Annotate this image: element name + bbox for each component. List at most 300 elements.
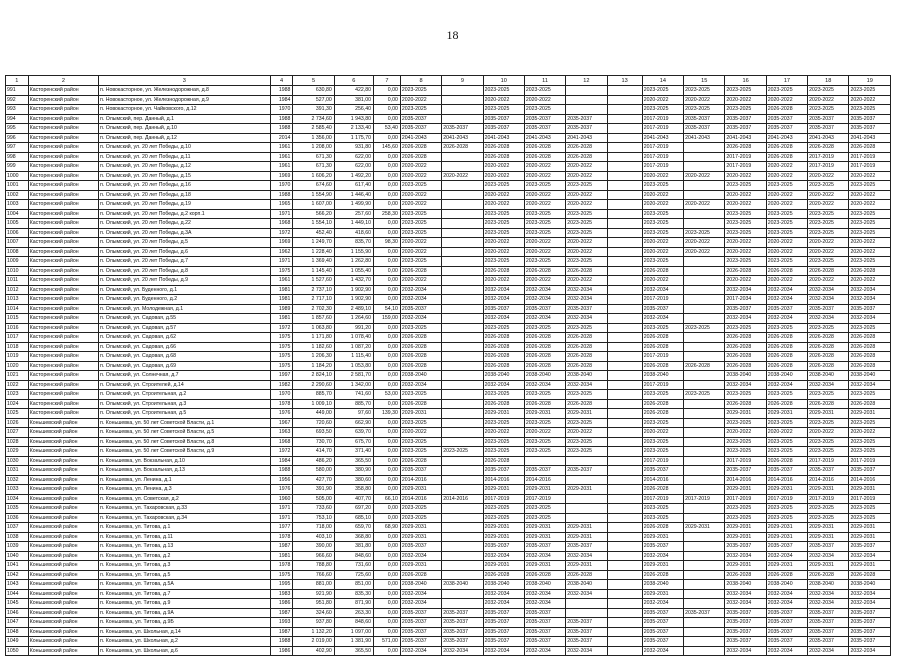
table-cell: 966,60 bbox=[293, 551, 334, 561]
table-cell: 1 228,40 bbox=[293, 247, 334, 257]
table-cell: 2023-2025 bbox=[483, 209, 524, 219]
table-cell: 2029-2031 bbox=[766, 561, 807, 571]
table-cell: Коньшевский район bbox=[28, 646, 98, 656]
table-cell: 2035-2037 bbox=[642, 466, 683, 476]
table-cell: 0,00 bbox=[374, 418, 401, 428]
table-cell bbox=[607, 257, 642, 267]
table-cell: 2023-2025 bbox=[483, 437, 524, 447]
table-cell: 145,60 bbox=[374, 143, 401, 153]
table-cell: 2023-2025 bbox=[808, 323, 849, 333]
table-cell: 2023-2025 bbox=[566, 323, 607, 333]
table-cell: 2023-2025 bbox=[725, 437, 766, 447]
table-cell: 2023-2025 bbox=[566, 418, 607, 428]
table-cell: 1975 bbox=[270, 570, 293, 580]
table-cell: 2035-2037 bbox=[849, 637, 891, 647]
table-cell: 2020-2022 bbox=[566, 190, 607, 200]
table-cell bbox=[684, 561, 725, 571]
table-cell: 937,80 bbox=[293, 618, 334, 628]
table-cell: 2023-2025 bbox=[849, 257, 891, 267]
table-cell: 2026-2028 bbox=[483, 352, 524, 362]
table-cell: 2020-2022 bbox=[684, 247, 725, 257]
table-cell: 1 262,80 bbox=[334, 257, 373, 267]
table-cell: Касторенский район bbox=[28, 238, 98, 248]
table-cell: 2023-2025 bbox=[725, 513, 766, 523]
table-cell: 2038-2040 bbox=[524, 371, 565, 381]
table-cell: 0,00 bbox=[374, 532, 401, 542]
table-cell: 2035-2037 bbox=[725, 618, 766, 628]
table-cell: 2023-2025 bbox=[808, 257, 849, 267]
table-cell: Касторенский район bbox=[28, 266, 98, 276]
table-cell bbox=[607, 523, 642, 533]
table-cell: 671,30 bbox=[293, 152, 334, 162]
table-cell: 2023-2025 bbox=[849, 513, 891, 523]
table-cell: 0,00 bbox=[374, 513, 401, 523]
table-cell: 1010 bbox=[6, 266, 29, 276]
table-cell: п. Олымский, ул. 20 лет Победы, д.11 bbox=[99, 152, 271, 162]
table-cell: 2020-2022 bbox=[566, 428, 607, 438]
table-cell: 580,00 bbox=[293, 466, 334, 476]
table-row bbox=[6, 589, 891, 599]
table-cell: Касторенский район bbox=[28, 209, 98, 219]
table-cell: 671,30 bbox=[293, 162, 334, 172]
table-cell: 0,00 bbox=[374, 133, 401, 143]
table-cell bbox=[607, 266, 642, 276]
table-cell: 2023-2025 bbox=[524, 209, 565, 219]
table-cell: 2029-2031 bbox=[808, 409, 849, 419]
table-cell bbox=[684, 599, 725, 609]
table-cell: 2020-2022 bbox=[808, 276, 849, 286]
table-cell: 2026-2028 bbox=[483, 342, 524, 352]
table-cell: 2017-2019 bbox=[808, 162, 849, 172]
table-row bbox=[6, 494, 891, 504]
table-cell: 2032-2034 bbox=[766, 380, 807, 390]
table-cell: 2032-2034 bbox=[725, 314, 766, 324]
column-header: 8 bbox=[400, 76, 441, 86]
table-row bbox=[6, 618, 891, 628]
table-cell: 2029-2031 bbox=[400, 532, 441, 542]
table-cell: 1987 bbox=[270, 608, 293, 618]
table-cell: 2032-2034 bbox=[725, 380, 766, 390]
table-cell: 2038-2040 bbox=[566, 371, 607, 381]
table-cell: 2020-2022 bbox=[849, 238, 891, 248]
table-cell: 2023-2025 bbox=[725, 504, 766, 514]
table-cell: 1975 bbox=[270, 352, 293, 362]
table-cell: 1968 bbox=[270, 437, 293, 447]
table-cell: 1 607,00 bbox=[293, 200, 334, 210]
table-cell: 2029-2031 bbox=[400, 485, 441, 495]
table-cell: 1988 bbox=[270, 466, 293, 476]
table-cell: 1 606,20 bbox=[293, 171, 334, 181]
table-cell bbox=[442, 257, 483, 267]
table-cell: 2023-2025 bbox=[642, 257, 683, 267]
table-cell: 2017-2019 bbox=[849, 162, 891, 172]
table-cell: 630,80 bbox=[293, 86, 334, 96]
table-cell: 1036 bbox=[6, 513, 29, 523]
table-cell: 2020-2022 bbox=[766, 276, 807, 286]
table-cell: 2017-2019 bbox=[849, 152, 891, 162]
table-cell: Касторенский район bbox=[28, 304, 98, 314]
table-cell: 1013 bbox=[6, 295, 29, 305]
table-cell: п. Олымский, пер. Данный, д.1 bbox=[99, 114, 271, 124]
table-cell: п. Коньшевка, ул. Школьная, д.6 bbox=[99, 646, 271, 656]
table-cell bbox=[684, 314, 725, 324]
table-cell bbox=[566, 105, 607, 115]
table-cell: 2038-2040 bbox=[725, 580, 766, 590]
table-cell: 2017-2019 bbox=[725, 162, 766, 172]
table-cell: 2023-2025 bbox=[808, 504, 849, 514]
table-cell bbox=[684, 342, 725, 352]
table-cell: 0,00 bbox=[374, 618, 401, 628]
table-cell bbox=[607, 295, 642, 305]
table-cell: 1 087,20 bbox=[334, 342, 373, 352]
table-cell: 2017-2019 bbox=[642, 124, 683, 134]
table-cell: 2032-2034 bbox=[849, 589, 891, 599]
table-cell: 2035-2037 bbox=[400, 466, 441, 476]
table-cell: 2029-2031 bbox=[524, 485, 565, 495]
table-cell: п. Олымский, ул. 20 лет Победы, д.18 bbox=[99, 190, 271, 200]
table-row bbox=[6, 390, 891, 400]
table-cell: 2 734,60 bbox=[293, 114, 334, 124]
table-cell: 2026-2028 bbox=[483, 570, 524, 580]
table-cell: 1997 bbox=[270, 371, 293, 381]
table-cell: 2023-2025 bbox=[766, 228, 807, 238]
table-row bbox=[6, 105, 891, 115]
table-row bbox=[6, 209, 891, 219]
table-cell: 693,50 bbox=[293, 428, 334, 438]
table-cell: 2035-2037 bbox=[849, 124, 891, 134]
table-cell: п. Олымский, ул. Солнечная, д.7 bbox=[99, 371, 271, 381]
table-cell bbox=[442, 551, 483, 561]
table-cell: 2032-2034 bbox=[483, 314, 524, 324]
table-cell: 1024 bbox=[6, 399, 29, 409]
table-cell: 2032-2034 bbox=[400, 551, 441, 561]
table-cell: 2032-2034 bbox=[524, 599, 565, 609]
table-cell: п. Коньшевка, ул. Титова, д.1 bbox=[99, 523, 271, 533]
table-cell: 2032-2034 bbox=[524, 295, 565, 305]
table-cell: 1 554,10 bbox=[293, 219, 334, 229]
table-cell: 1 184,20 bbox=[293, 361, 334, 371]
table-cell: 2023-2025 bbox=[483, 86, 524, 96]
table-cell: 2032-2034 bbox=[725, 599, 766, 609]
page-number: 18 bbox=[446, 28, 459, 42]
table-cell: 2023-2025 bbox=[684, 390, 725, 400]
table-cell: 2023-2025 bbox=[566, 447, 607, 457]
table-cell bbox=[566, 608, 607, 618]
table-cell: 2026-2028 bbox=[566, 266, 607, 276]
table-cell: 2041-2043 bbox=[442, 133, 483, 143]
table-cell: 2035-2037 bbox=[849, 114, 891, 124]
table-cell bbox=[684, 466, 725, 476]
table-cell: 685,10 bbox=[334, 513, 373, 523]
table-cell: 753,10 bbox=[293, 513, 334, 523]
table-cell: 1020 bbox=[6, 361, 29, 371]
table-cell: 2023-2025 bbox=[566, 181, 607, 191]
table-cell: 2026-2028 bbox=[642, 342, 683, 352]
table-cell: 2017-2019 bbox=[642, 143, 683, 153]
table-cell: 368,80 bbox=[334, 532, 373, 542]
table-cell bbox=[442, 295, 483, 305]
table-cell: 1993 bbox=[270, 618, 293, 628]
column-header: 14 bbox=[642, 76, 683, 86]
table-cell: 697,20 bbox=[334, 504, 373, 514]
table-cell: 851,00 bbox=[334, 580, 373, 590]
table-cell: 2020-2022 bbox=[400, 95, 441, 105]
table-cell: 2035-2037 bbox=[524, 618, 565, 628]
table-cell: 835,30 bbox=[334, 589, 373, 599]
table-cell: 2035-2037 bbox=[849, 608, 891, 618]
table-cell bbox=[442, 418, 483, 428]
table-cell: 2032-2034 bbox=[766, 646, 807, 656]
table-cell: Касторенский район bbox=[28, 295, 98, 305]
table-cell: 566,20 bbox=[293, 209, 334, 219]
table-cell: Коньшевский район bbox=[28, 542, 98, 552]
table-cell: 0,00 bbox=[374, 276, 401, 286]
table-row bbox=[6, 190, 891, 200]
table-cell: 2023-2025 bbox=[524, 323, 565, 333]
table-cell bbox=[566, 456, 607, 466]
table-cell: 2032-2034 bbox=[808, 314, 849, 324]
table-row bbox=[6, 333, 891, 343]
table-cell: 2026-2028 bbox=[566, 152, 607, 162]
table-cell: 1007 bbox=[6, 238, 29, 248]
table-cell: 2014-2016 bbox=[642, 475, 683, 485]
table-cell: 2032-2034 bbox=[400, 295, 441, 305]
table-cell: 2026-2028 bbox=[524, 342, 565, 352]
table-cell: 452,40 bbox=[293, 228, 334, 238]
table-cell: 2023-2025 bbox=[524, 86, 565, 96]
table-cell: Касторенский район bbox=[28, 390, 98, 400]
table-cell bbox=[442, 589, 483, 599]
table-cell: 2023-2025 bbox=[566, 437, 607, 447]
table-cell: 2026-2028 bbox=[849, 266, 891, 276]
table-cell: 992 bbox=[6, 95, 29, 105]
table-cell: 2020-2022 bbox=[524, 200, 565, 210]
table-cell: 2026-2028 bbox=[483, 361, 524, 371]
table-cell: 2026-2028 bbox=[725, 342, 766, 352]
table-cell: 2020-2022 bbox=[766, 95, 807, 105]
table-cell: 2035-2037 bbox=[808, 618, 849, 628]
table-cell: 931,80 bbox=[334, 143, 373, 153]
table-cell: 2035-2037 bbox=[566, 618, 607, 628]
table-cell: 2026-2028 bbox=[725, 143, 766, 153]
table-cell: 1022 bbox=[6, 380, 29, 390]
table-cell: 2023-2025 bbox=[524, 228, 565, 238]
table-cell: Коньшевский район bbox=[28, 485, 98, 495]
table-cell: п. Коньшевка, ул. Вокзальная, д.13 bbox=[99, 466, 271, 476]
table-cell bbox=[442, 219, 483, 229]
table-cell: 1035 bbox=[6, 504, 29, 514]
table-cell: 2026-2028 bbox=[849, 361, 891, 371]
table-cell: п. Олымский, ул. Садовая, д.55 bbox=[99, 314, 271, 324]
table-cell bbox=[607, 247, 642, 257]
table-cell: 2032-2034 bbox=[766, 295, 807, 305]
table-cell: 1008 bbox=[6, 247, 29, 257]
table-cell: 2023-2025 bbox=[400, 181, 441, 191]
table-cell: 1037 bbox=[6, 523, 29, 533]
table-cell: п. Коньшевка, ул. Титова, д.7 bbox=[99, 589, 271, 599]
table-cell: 2026-2028 bbox=[766, 352, 807, 362]
table-cell: 2032-2034 bbox=[524, 380, 565, 390]
table-cell bbox=[607, 513, 642, 523]
table-cell: п. Новокасторное, ул. Железнодорожная, д.8 bbox=[99, 86, 271, 96]
table-row bbox=[6, 114, 891, 124]
table-cell: 2038-2040 bbox=[766, 580, 807, 590]
table-cell: п. Олымский, ул. Садовая, д.57 bbox=[99, 323, 271, 333]
table-cell: 1 492,20 bbox=[334, 171, 373, 181]
table-cell: 2023-2025 bbox=[725, 257, 766, 267]
table-cell: п. Олымский, ул. 20 лет Победы, д.5 bbox=[99, 238, 271, 248]
table-cell bbox=[607, 646, 642, 656]
table-cell bbox=[607, 428, 642, 438]
table-cell bbox=[442, 361, 483, 371]
table-cell: 2020-2022 bbox=[642, 200, 683, 210]
table-cell: 2023-2025 bbox=[483, 418, 524, 428]
table-cell: п. Олымский, ул. 20 лет Победы, д.8 bbox=[99, 266, 271, 276]
table-cell: 2017-2019 bbox=[524, 494, 565, 504]
table-cell: 2029-2031 bbox=[849, 532, 891, 542]
table-cell: 2035-2037 bbox=[642, 627, 683, 637]
table-cell: 0,00 bbox=[374, 200, 401, 210]
table-row bbox=[6, 95, 891, 105]
table-cell: 2023-2025 bbox=[400, 513, 441, 523]
table-cell: 1 381,90 bbox=[334, 637, 373, 647]
table-cell: Коньшевский район bbox=[28, 599, 98, 609]
table-cell: 380,90 bbox=[334, 466, 373, 476]
table-cell: 68,90 bbox=[374, 523, 401, 533]
table-cell: 2023-2025 bbox=[766, 418, 807, 428]
table-cell: 2029-2031 bbox=[766, 532, 807, 542]
table-cell: 1 115,40 bbox=[334, 352, 373, 362]
table-cell: 2020-2022 bbox=[808, 428, 849, 438]
table-cell: 1986 bbox=[270, 599, 293, 609]
table-cell: 2038-2040 bbox=[808, 580, 849, 590]
table-cell: 2020-2022 bbox=[766, 200, 807, 210]
table-cell: 2029-2031 bbox=[808, 485, 849, 495]
table-cell: 2026-2028 bbox=[849, 352, 891, 362]
table-cell bbox=[442, 304, 483, 314]
column-header: 13 bbox=[607, 76, 642, 86]
table-cell: 2023-2025 bbox=[849, 437, 891, 447]
table-cell: 2023-2025 bbox=[808, 86, 849, 96]
table-cell: Касторенский район bbox=[28, 124, 98, 134]
table-cell: 2035-2037 bbox=[566, 114, 607, 124]
table-cell: 2020-2022 bbox=[524, 276, 565, 286]
table-cell: 2026-2028 bbox=[808, 399, 849, 409]
table-cell: Коньшевский район bbox=[28, 504, 98, 514]
table-cell: 2026-2028 bbox=[566, 361, 607, 371]
table-cell bbox=[607, 304, 642, 314]
table-cell: 2020-2022 bbox=[566, 238, 607, 248]
table-cell: 2023-2025 bbox=[642, 323, 683, 333]
table-cell: 2023-2025 bbox=[642, 513, 683, 523]
table-cell bbox=[607, 342, 642, 352]
table-row bbox=[6, 580, 891, 590]
table-cell: 1043 bbox=[6, 580, 29, 590]
table-cell: 2032-2034 bbox=[766, 551, 807, 561]
table-row bbox=[6, 561, 891, 571]
table-cell: 1971 bbox=[270, 504, 293, 514]
table-cell: 921,90 bbox=[293, 589, 334, 599]
table-cell: 1016 bbox=[6, 323, 29, 333]
table-cell: Коньшевский район bbox=[28, 551, 98, 561]
table-cell: 258,30 bbox=[374, 209, 401, 219]
table-cell: 2020-2022 bbox=[566, 171, 607, 181]
table-cell: 2026-2028 bbox=[483, 399, 524, 409]
table-cell: 1977 bbox=[270, 523, 293, 533]
table-cell: 2026-2028 bbox=[566, 143, 607, 153]
table-cell: п. Олымский, ул. 20 лет Победы, д.10 bbox=[99, 143, 271, 153]
table-cell: 2017-2019 bbox=[642, 456, 683, 466]
table-cell: 2023-2025 bbox=[483, 105, 524, 115]
table-cell: 1988 bbox=[270, 637, 293, 647]
table-cell: 2020-2022 bbox=[566, 247, 607, 257]
table-cell: Касторенский район bbox=[28, 333, 98, 343]
table-cell: 1971 bbox=[270, 513, 293, 523]
table-cell bbox=[684, 627, 725, 637]
table-cell: 0,00 bbox=[374, 285, 401, 295]
table-cell bbox=[607, 143, 642, 153]
table-cell: 1 264,60 bbox=[334, 314, 373, 324]
table-cell: 2023-2025 bbox=[483, 181, 524, 191]
table-cell: 2026-2028 bbox=[766, 399, 807, 409]
table-cell: 2032-2034 bbox=[483, 646, 524, 656]
table-cell: 2032-2034 bbox=[483, 551, 524, 561]
table-cell: 371,40 bbox=[334, 447, 373, 457]
table-cell: 2020-2022 bbox=[400, 162, 441, 172]
table-cell: 1970 bbox=[270, 181, 293, 191]
table-cell: 0,00 bbox=[374, 456, 401, 466]
table-cell: 1002 bbox=[6, 190, 29, 200]
table-cell bbox=[442, 314, 483, 324]
table-cell: 449,00 bbox=[293, 409, 334, 419]
table-cell: 2 019,00 bbox=[293, 637, 334, 647]
column-header: 10 bbox=[483, 76, 524, 86]
table-cell: 1021 bbox=[6, 371, 29, 381]
table-cell: 0,00 bbox=[374, 646, 401, 656]
table-cell: 885,70 bbox=[293, 390, 334, 400]
table-cell: 1012 bbox=[6, 285, 29, 295]
table-cell: 0,00 bbox=[374, 333, 401, 343]
table-cell: 1 356,00 bbox=[293, 133, 334, 143]
table-cell: 2023-2025 bbox=[483, 513, 524, 523]
table-cell: 2020-2022 bbox=[808, 190, 849, 200]
table-cell: 2023-2025 bbox=[808, 513, 849, 523]
table-cell: 2035-2037 bbox=[808, 627, 849, 637]
table-cell: 1975 bbox=[270, 361, 293, 371]
table-cell: 2035-2037 bbox=[642, 608, 683, 618]
table-cell: 2023-2025 bbox=[642, 209, 683, 219]
table-cell: 2029-2031 bbox=[808, 523, 849, 533]
table-cell: 1960 bbox=[270, 494, 293, 504]
table-cell: 2026-2028 bbox=[642, 523, 683, 533]
table-cell: 2032-2034 bbox=[524, 285, 565, 295]
table-cell: 2029-2031 bbox=[483, 409, 524, 419]
table-cell bbox=[607, 532, 642, 542]
table-cell bbox=[442, 352, 483, 362]
table-cell: 997 bbox=[6, 143, 29, 153]
table-row bbox=[6, 295, 891, 305]
table-cell: 2029-2031 bbox=[642, 532, 683, 542]
table-cell: 718,00 bbox=[293, 523, 334, 533]
table-cell: 2032-2034 bbox=[524, 646, 565, 656]
table-cell: 2041-2043 bbox=[524, 133, 565, 143]
table-cell: 0,00 bbox=[374, 361, 401, 371]
table-cell: 2017-2019 bbox=[808, 152, 849, 162]
table-cell bbox=[684, 637, 725, 647]
table-cell: 2020-2022 bbox=[849, 247, 891, 257]
table-cell: Касторенский район bbox=[28, 409, 98, 419]
table-cell: п. Коньшевка, ул. Школьная, д.2 bbox=[99, 637, 271, 647]
